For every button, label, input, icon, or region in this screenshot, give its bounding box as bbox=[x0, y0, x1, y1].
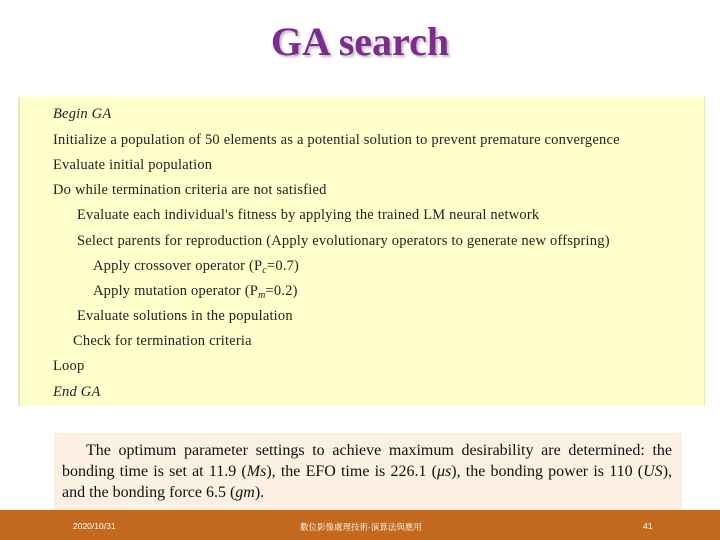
crossover-value: =0.7) bbox=[266, 258, 300, 274]
summary-unit-ms: Ms bbox=[246, 463, 267, 480]
slide-title: GA search bbox=[270, 19, 450, 64]
algo-line-mutation bbox=[93, 283, 298, 301]
footer-bar bbox=[0, 510, 720, 540]
algo-line-check-termination: Check for termination criteria bbox=[73, 333, 252, 349]
algo-line-evaluate-initial: Evaluate initial population bbox=[53, 157, 213, 173]
footer-course-title: 數位影像處理技術-演算法與應用 bbox=[300, 522, 422, 532]
footer-page-number: 41 bbox=[643, 521, 653, 531]
summary-unit-US: US bbox=[643, 463, 663, 480]
algo-line-begin: Begin GA bbox=[53, 106, 112, 122]
summary-box bbox=[54, 433, 682, 509]
mutation-subscript: m bbox=[258, 290, 266, 301]
summary-unit-us: μs bbox=[437, 463, 452, 480]
summary-text-5: ). bbox=[254, 484, 265, 501]
algo-line-end: End GA bbox=[53, 384, 101, 400]
mutation-text: Apply mutation operator (P bbox=[93, 283, 259, 299]
algo-line-initialize: Initialize a population of 50 elements as a potential solution to prevent premature convergence bbox=[53, 132, 620, 148]
algo-line-evaluate-solutions: Evaluate solutions in the population bbox=[77, 308, 293, 324]
summary-text-3: ), the bonding power is 110 ( bbox=[451, 463, 644, 480]
crossover-text: Apply crossover operator (P bbox=[93, 258, 263, 274]
algo-line-crossover bbox=[93, 258, 299, 276]
summary-unit-gm: gm bbox=[235, 484, 255, 501]
mutation-value: =0.2) bbox=[265, 283, 298, 299]
algorithm-box bbox=[18, 97, 705, 406]
summary-text-4: ), and the bonding force 6.5 ( bbox=[62, 463, 673, 501]
algo-line-do-while: Do while termination criteria are not satisfied bbox=[53, 182, 327, 198]
summary-text-1: The optimum parameter settings to achieve maximum desirability are determined: the bonding time is set at 11.9 ( bbox=[62, 442, 672, 480]
crossover-subscript: c bbox=[262, 265, 267, 276]
summary-text-2: ), the EFO time is 226.1 ( bbox=[266, 463, 437, 480]
summary-paragraph bbox=[54, 433, 682, 503]
algo-line-evaluate-fitness: Evaluate each individual's fitness by applying the trained LM neural network bbox=[77, 207, 540, 223]
algo-line-loop: Loop bbox=[53, 358, 85, 374]
footer-date: 2020/10/31 bbox=[73, 521, 116, 531]
algo-line-select-parents: Select parents for reproduction (Apply evolutionary operators to generate new offspring) bbox=[77, 233, 610, 249]
